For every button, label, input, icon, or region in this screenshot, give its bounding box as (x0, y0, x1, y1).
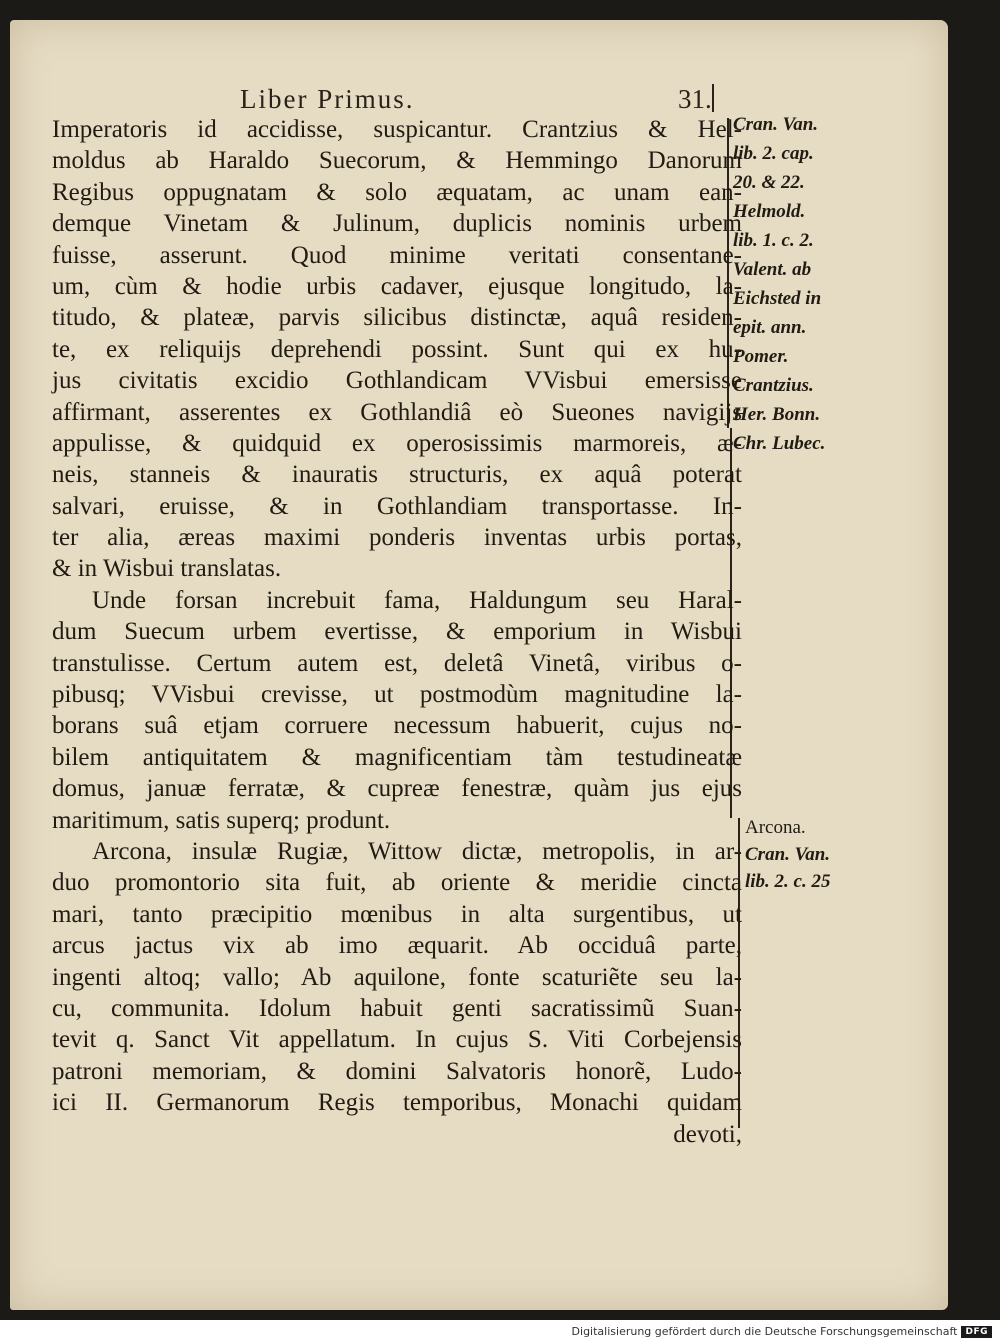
margin-notes-arcona (745, 814, 855, 895)
margin-note: lib. 2. c. 25 (745, 871, 831, 892)
text-line: domus, januæ ferratæ, & cupreæ fenestræ, quàm jus ejus (52, 775, 742, 803)
digitization-footer (572, 1325, 992, 1338)
text-line: jus civitatis excidio Gothlandicam VVisbui emersisse (52, 367, 742, 395)
text-line: mari, tanto præcipitio mœnibus in alta surgentibus, ut (52, 900, 742, 928)
text-line: neis, stanneis & inauratis structuris, ex aquâ poterat (52, 461, 742, 489)
text-line: patroni memoriam, & domini Salvatoris honorẽ, Ludo- (52, 1057, 742, 1085)
margin-note: Valent. ab (733, 259, 812, 280)
margin-note: Crantzius. (733, 375, 814, 396)
margin-note: lib. 1. c. 2. (733, 230, 814, 251)
text-line: duo promontorio sita fuit, ab oriente & meridie cincta (52, 869, 742, 897)
margin-note: Helmold. (733, 201, 806, 222)
text-line: ter alia, æreas maximi ponderis inventas urbis portas, (52, 524, 742, 552)
text-line: fuisse, asserunt. Quod minime veritati consentane- (52, 241, 742, 269)
vertical-rule (712, 84, 714, 112)
text-line: pibusq; VVisbui crevisse, ut postmodùm magnitudine la- (52, 681, 742, 709)
text-line: demque Vinetam & Julinum, duplicis nominis urbem (52, 210, 742, 238)
text-line: borans suâ etjam corruere necessum habuerit, cujus no- (52, 712, 742, 740)
text-line: bilem antiquitatem & magnificentiam tàm testudineatæ (52, 743, 742, 771)
text-line: tevit q. Sanct Vit appellatum. In cujus S. Viti Corbejensis (52, 1026, 742, 1054)
text-line: te, ex reliquijs deprehendi possint. Sunt qui ex hu- (52, 335, 742, 363)
text-line: cu, communita. Idolum habuit genti sacratissimũ Suan- (52, 994, 742, 1022)
margin-note: Arcona. (745, 817, 806, 838)
text-line: transtulisse. Certum autem est, deletâ Vinetâ, viribus o- (52, 649, 742, 677)
margin-note: 20. & 22. (733, 172, 805, 193)
margin-note: Cran. Van. (745, 844, 831, 865)
text-line: arcus jactus vix ab imo æquarit. Ab occiduâ parte, (52, 932, 742, 960)
text-line: affirmant, asserentes ex Gothlandiâ eò Sueones navigijs (52, 398, 742, 426)
text-line: & in Wisbui translatas. (52, 555, 282, 583)
margin-notes (733, 110, 853, 458)
margin-note: Chr. Lubec. (733, 433, 826, 454)
running-head: Liber Primus. (240, 84, 415, 114)
margin-note: Cran. Van. (733, 114, 819, 135)
text-line: salvari, eruisse, & in Gothlandiam transportasse. In- (52, 492, 742, 520)
text-line: um, cùm & hodie urbis cadaver, ejusque longitudo, la- (52, 272, 742, 300)
page-number: 31. (678, 84, 712, 114)
paragraph-first-line: Arcona, insulæ Rugiæ, Wittow dictæ, metropolis, in ar- (92, 837, 742, 865)
margin-note: Pomer. (733, 346, 789, 367)
text-line: ici II. Germanorum Regis temporibus, Monachi quidam (52, 1089, 742, 1117)
text-line: dum Suecum urbem evertisse, & emporium in Wisbui (52, 618, 742, 646)
text-line: titudo, & plateæ, parvis silicibus distinctæ, aquâ residen- (52, 304, 742, 332)
margin-note: Eichsted in (733, 288, 822, 309)
margin-note: lib. 2. cap. (733, 143, 814, 164)
text-line: moldus ab Haraldo Suecorum, & Hemmingo Danorum (52, 147, 742, 175)
text-line: Imperatoris id accidisse, suspicantur. Crantzius & Hel- (52, 116, 742, 143)
text-line: maritimum, satis superq; produnt. (52, 806, 391, 834)
catchword: devoti, (673, 1120, 742, 1148)
footer-text: Digitalisierung gefördert durch die Deutsche Forschungsgemeinschaft (571, 1325, 958, 1338)
margin-note: Her. Bonn. (733, 404, 821, 425)
body-text (52, 114, 742, 1150)
text-line: appulisse, & quidquid ex operosissimis marmoreis, æ- (52, 429, 742, 457)
text-line: ingenti altoq; vallo; Ab aquilone, fonte scaturiẽte seu la- (52, 963, 742, 991)
margin-note: epit. ann. (733, 317, 807, 338)
paragraph-first-line: Unde forsan increbuit fama, Haldungum seu Haral- (92, 586, 742, 614)
text-line: Regibus oppugnatam & solo æquatam, ac unam ean- (52, 178, 742, 206)
dfg-logo-icon: DFG (961, 1326, 992, 1338)
